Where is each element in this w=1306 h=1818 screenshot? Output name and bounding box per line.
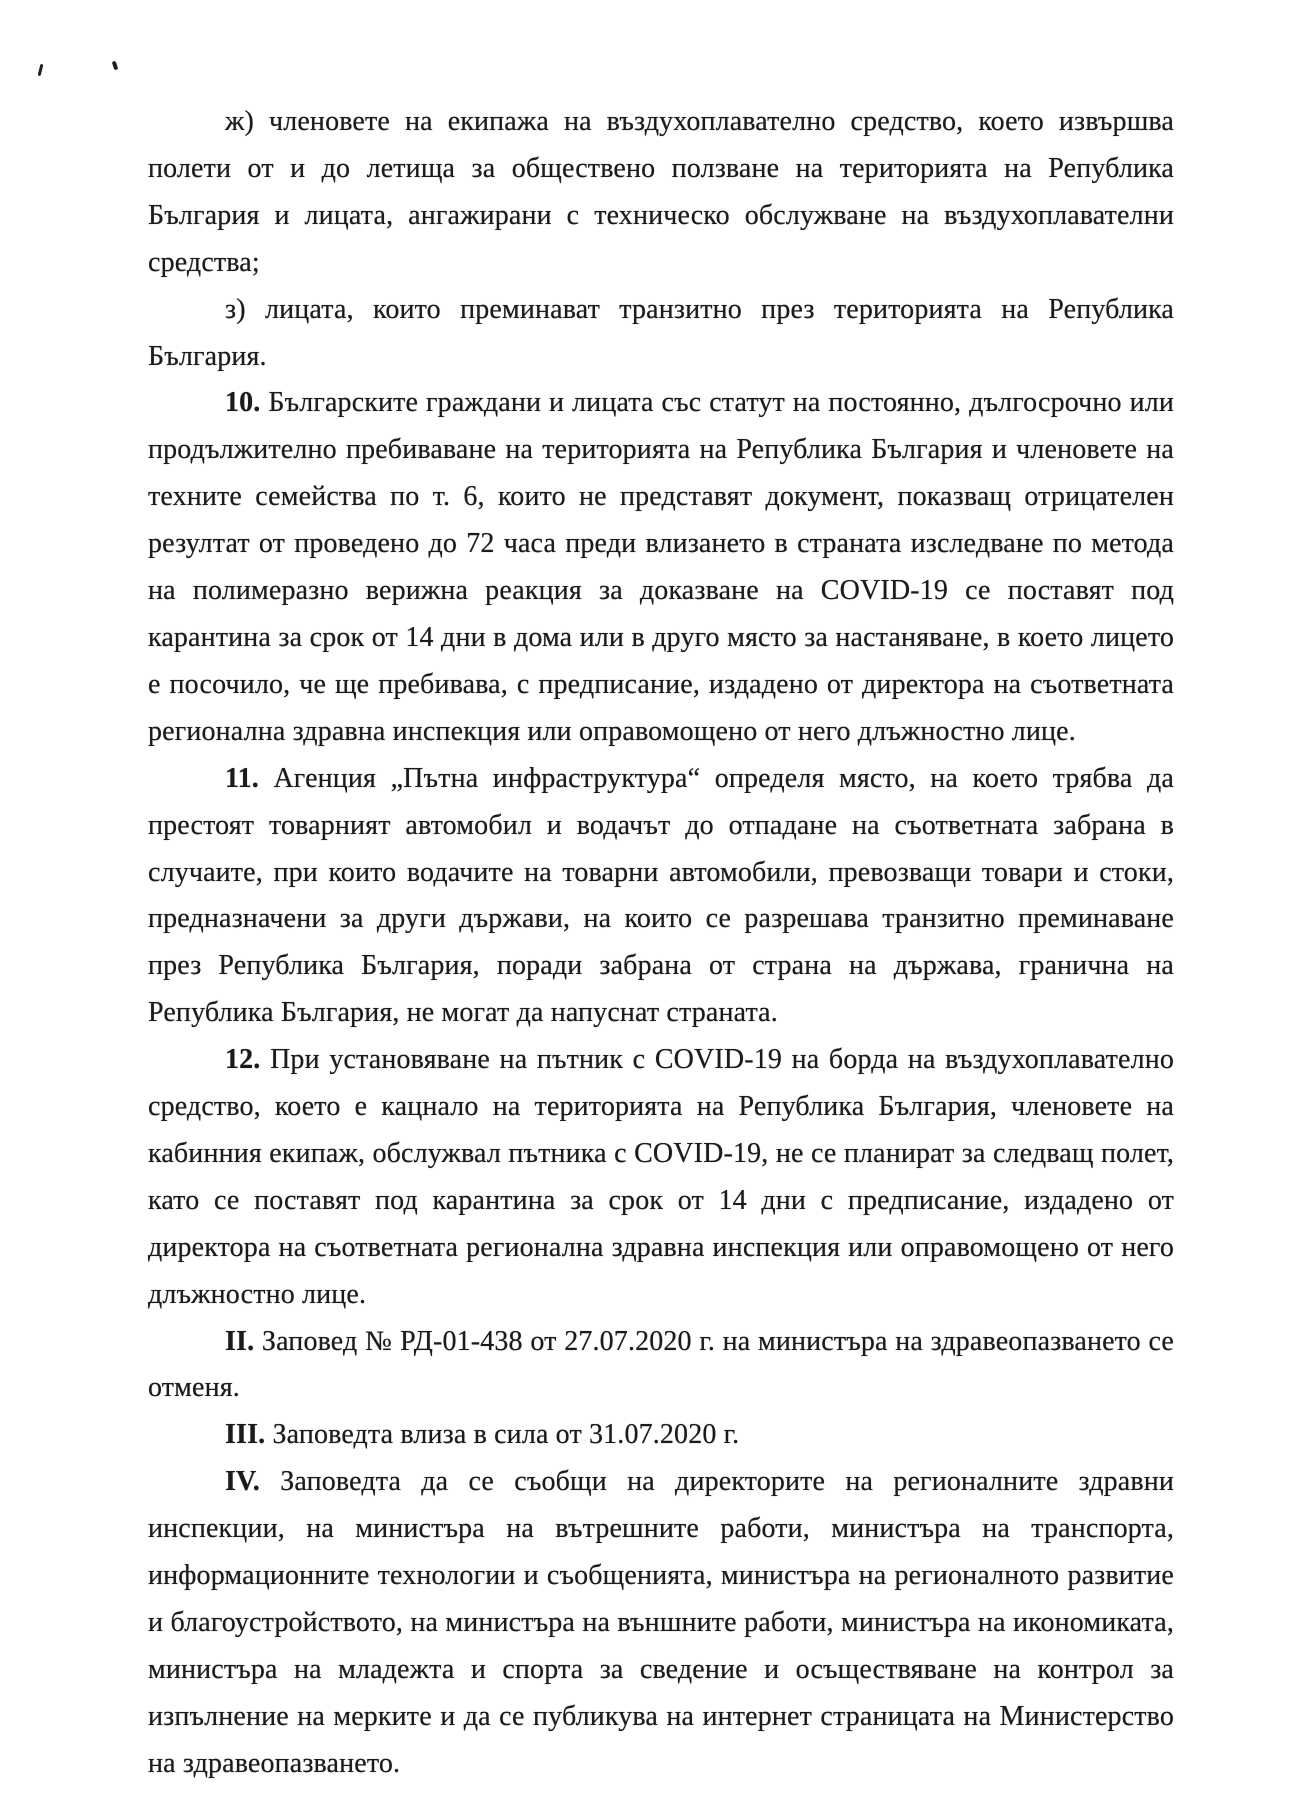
paragraph-lead: 11. [225,762,259,794]
paragraph-lead: 12. [225,1044,261,1076]
paragraph-text: Агенция „Пътна инфраструктура“ определя място, на което трябва да престоят товарният автомобил и водачът до отпадане на съответната забрана в случаите, при които водачите на товарни автомобили, превозващи товари и стоки, предназначени за други държави, на които се разрешава транзитно преминаване през Република България, поради забрана от страна на държава, гранична на Република България, не могат да напуснат страната. [148,762,1174,1029]
paragraph-roman-4 [148,1459,1174,1787]
paragraph-z [148,287,1174,381]
paragraph-lead: 10. [225,387,261,419]
document-body [148,99,1174,1788]
paragraph-text: членовете на екипажа на въздухоплавателно средство, което извършва полети от и до летища за обществено ползване на територията на Република България и лицата, ангажирани с техническо обслужване на въздухоплавателни средства; [148,106,1174,278]
paragraph-text: Заповед № РД-01-438 от 27.07.2020 г. на министъра на здравеопазването се отменя. [148,1325,1174,1404]
paragraph-lead: IV. [225,1466,260,1498]
paragraph-lead: II. [225,1325,255,1357]
paragraph-text: лицата, които преминават транзитно през територията на Република България. [148,293,1175,372]
paragraph-12 [148,1037,1174,1318]
paragraph-text: Заповедта влиза в сила от 31.07.2020 г. [272,1419,740,1451]
paragraph-lead: III. [225,1419,266,1451]
paragraph-roman-2 [148,1319,1174,1413]
paragraph-lead: ж) [225,106,254,137]
paragraph-zh [148,99,1174,287]
paragraph-text: При установяване на пътник с COVID-19 на борда на въздухоплавателно средство, което е кацнало на територията на Република България, членовете на кабинния екипаж, обслужвал пътника с COVID-19, не се планират за следващ полет, като се поставят под карантина за срок от 14 дни с предписание, издадено от директора на съответната регионална здравна инспекция или оправомощено от него длъжностно лице. [148,1044,1174,1310]
paragraph-text: Заповедта да се съобщи на директорите на регионалните здравни инспекции, на министъра на вътрешните работи, министъра на транспорта, информационните технологии и съобщенията, министъра на регионалното развитие и благоустройството, на министъра на външните работи, министъра на икономиката, министъра на младежта и спорта за сведение и осъществяване на контрол за изпълнение на мерките и да се публикува на интернет страницата на Министерство на здравеопазването. [148,1466,1175,1779]
paragraph-roman-3 [148,1412,1174,1459]
paragraph-10 [148,380,1174,755]
paragraph-lead: з) [225,293,246,325]
paragraph-text: Българските граждани и лицата със статут на постоянно, дългосрочно или продължително пребиваване на територията на Република България и членовете на техните семейства по т. 6, които не представят документ, показващ отрицателен резултат от проведено до 72 часа преди влизането в страната изследване по метода на полимеразно верижна реакция за доказване на COVID-19 се поставят под карантина за срок от 14 дни в дома или в друго място за настаняване, в което лицето е посочило, че ще пребивава, с предписание, издадено от директора на съответната регионална здравна инспекция или оправомощено от него длъжностно лице. [148,387,1174,747]
scan-artifact-speck-1 [38,64,44,76]
scan-artifact-speck-2 [112,61,119,71]
paragraph-11 [148,756,1174,1037]
